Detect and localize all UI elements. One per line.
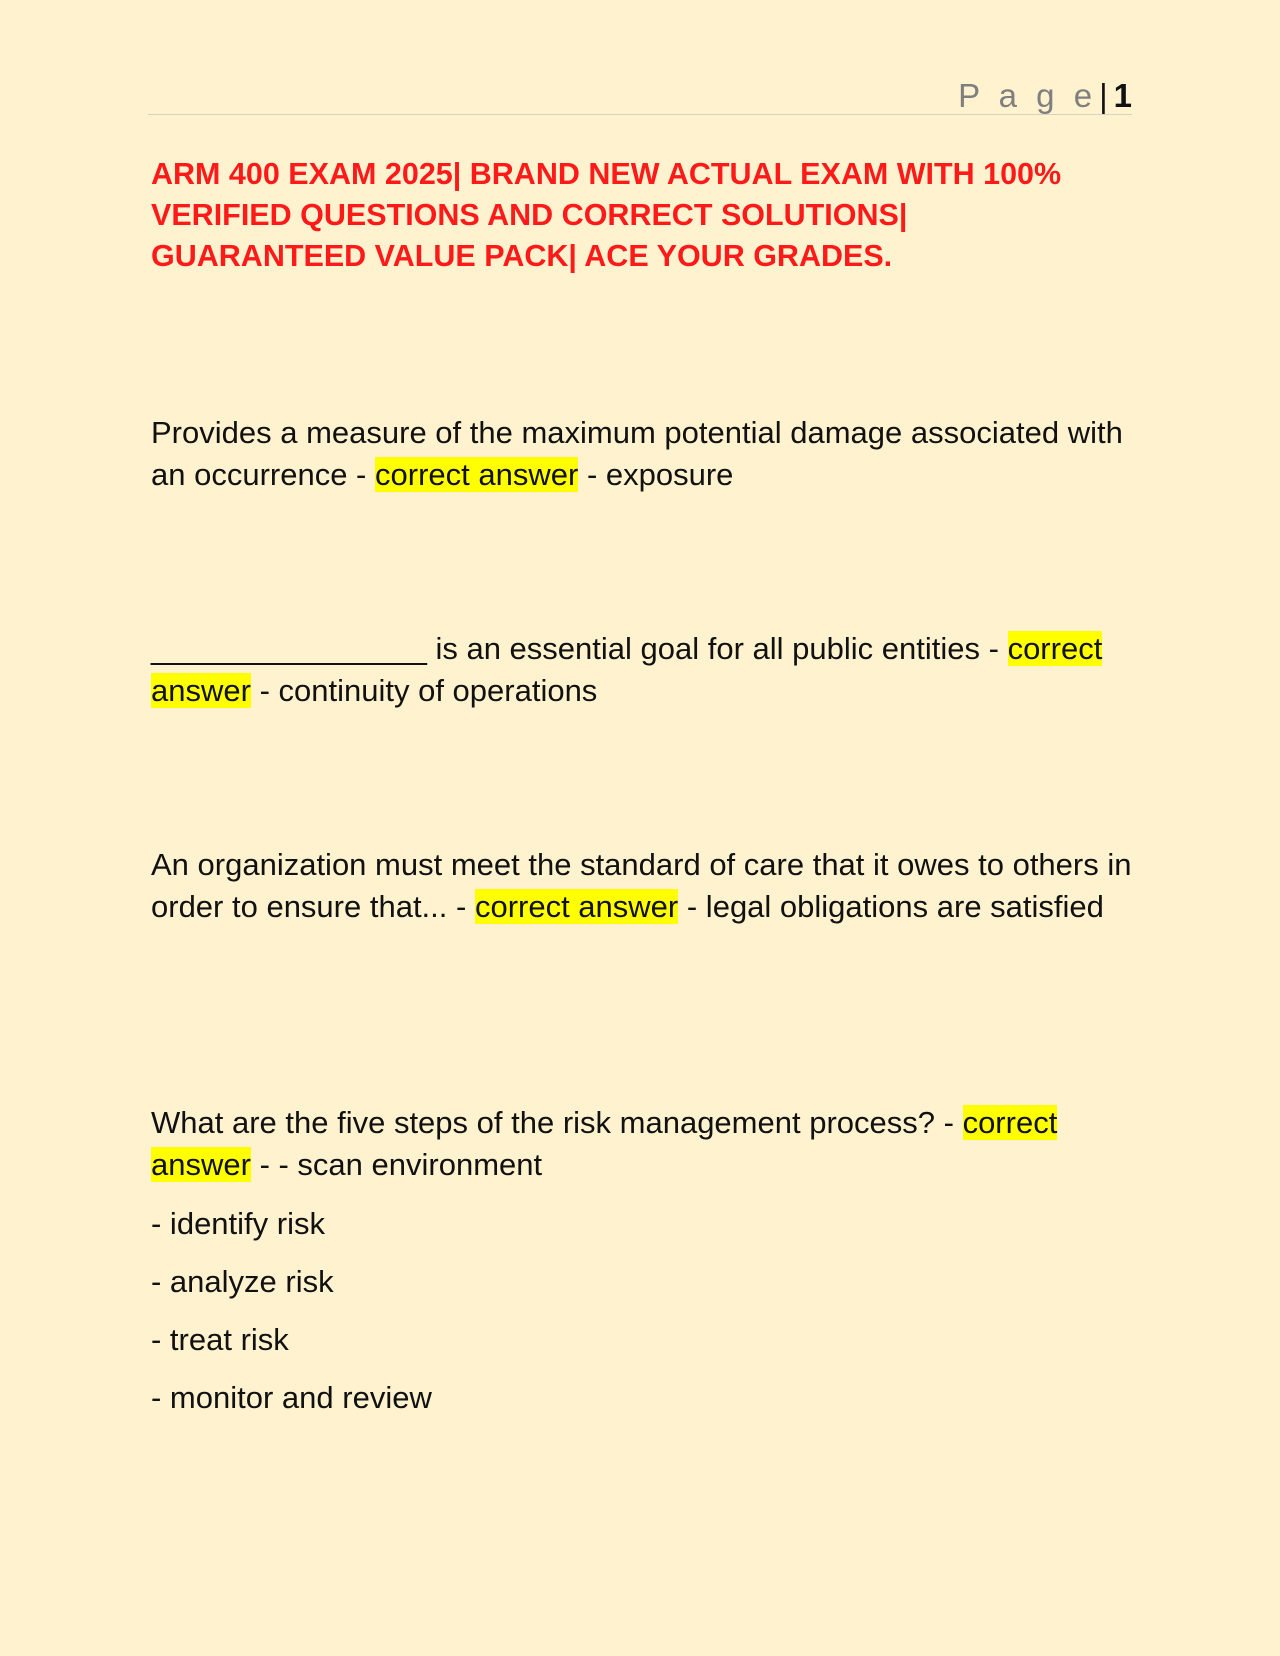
page-word: P a g e (958, 77, 1098, 114)
question-text: What are the five steps of the risk management process? - (151, 1105, 954, 1140)
page-number: 1 (1113, 77, 1132, 114)
risk-step-item: - analyze risk (151, 1264, 334, 1299)
risk-step-item: - monitor and review (151, 1380, 432, 1415)
page-number-label (958, 76, 1132, 116)
qa-item-3 (151, 844, 1141, 927)
question-text: Provides a measure of the maximum potential damage associated with an occurrence - (151, 415, 1123, 492)
answer-text: - - scan environment (259, 1146, 543, 1182)
page-header (148, 72, 1132, 115)
document-title: ARM 400 EXAM 2025| BRAND NEW ACTUAL EXAM WITH 100% VERIFIED QUESTIONS AND CORRECT SOLUTIONS| GUARANTEED VALUE PACK| ACE YOUR GRADES. (151, 157, 1062, 273)
answer-text: - exposure (586, 456, 734, 492)
qa-item-2 (151, 628, 1141, 711)
question-text: ________________ is an essential goal for all public entities - (151, 631, 999, 666)
qa-item-1 (151, 412, 1141, 495)
answer-text: - continuity of operations (259, 672, 598, 708)
qa-item-4 (151, 1102, 1141, 1185)
correct-answer-highlight: correct answer (474, 888, 679, 924)
correct-answer-highlight: correct answer (375, 456, 579, 492)
risk-step-item: - treat risk (151, 1322, 289, 1357)
page-separator: | (1099, 77, 1108, 114)
question-text: An organization must meet the standard of care that it owes to others in order to ensure that... - (151, 847, 1132, 924)
correct-answer-highlight: correct answer (151, 1105, 1058, 1182)
answer-text: - legal obligations are satisfied (686, 888, 1104, 924)
correct-answer-highlight: correct answer (151, 631, 1103, 708)
risk-step-item: - identify risk (151, 1206, 325, 1241)
